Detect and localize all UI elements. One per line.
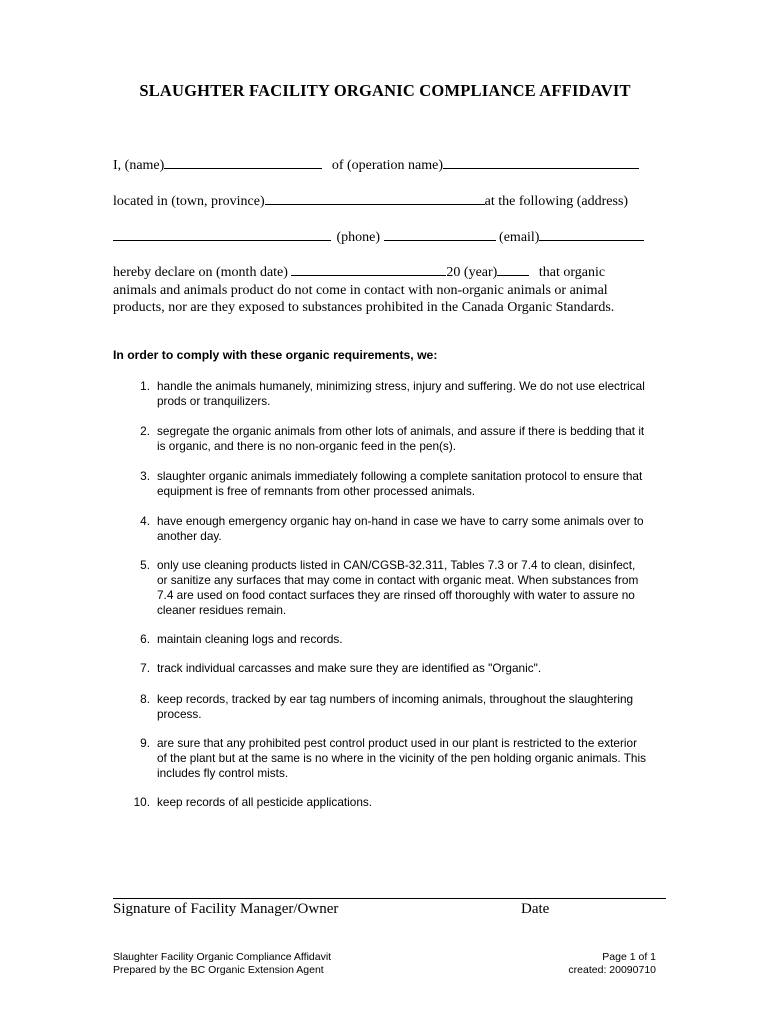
document-title: SLAUGHTER FACILITY ORGANIC COMPLIANCE AFFIDAVIT bbox=[139, 81, 631, 100]
footer-created-date: created: 20090710 bbox=[568, 964, 656, 976]
item-text: maintain cleaning logs and records. bbox=[157, 632, 343, 646]
signature-line[interactable] bbox=[113, 898, 666, 899]
declaration-line-1 bbox=[113, 264, 653, 282]
item-text: only use cleaning products listed in CAN/CGSB-32.311, Tables 7.3 or 7.4 to clean, disinfect, or sanitize any surfaces that may come in contact with organic meat. When substances from 7.4 are used on food contact surfaces they are rinsed off thoroughly with water to assure no cleaner residues remain. bbox=[157, 558, 639, 617]
operation-label: of (operation name) bbox=[331, 158, 443, 173]
item-text: keep records, tracked by ear tag numbers of incoming animals, throughout the slaughtering process. bbox=[157, 692, 634, 721]
item-text: have enough emergency organic hay on-hand in case we have to carry some animals over to another day. bbox=[157, 514, 644, 543]
item-text: segregate the organic animals from other lots of animals, and assure if there is bedding that it is organic, and there is no non-organic feed in the pen(s). bbox=[157, 424, 645, 453]
location-line bbox=[113, 194, 649, 210]
month-date-blank[interactable] bbox=[291, 274, 446, 276]
item-number: 2. bbox=[140, 424, 150, 438]
email-label: (email) bbox=[499, 230, 540, 245]
phone-label: (phone) bbox=[336, 230, 381, 245]
item-number: 3. bbox=[140, 469, 150, 483]
item-text: slaughter organic animals immediately following a complete sanitation protocol to ensure that equipment is free of remnants from other processed animals. bbox=[157, 469, 643, 498]
operation-name-blank[interactable] bbox=[443, 167, 639, 169]
item-number: 4. bbox=[140, 514, 150, 528]
footer-left bbox=[113, 951, 331, 977]
date-label: Date bbox=[521, 901, 550, 917]
declaration-tail: that organic bbox=[538, 265, 606, 280]
location-label: located in (town, province) bbox=[113, 194, 265, 209]
item-number: 5. bbox=[140, 558, 150, 572]
item-number: 10. bbox=[133, 795, 150, 809]
declare-label: hereby declare on (month date) bbox=[113, 265, 288, 280]
declaration-line-3: products, nor are they exposed to substances prohibited in the Canada Organic Standards. bbox=[113, 300, 615, 315]
name-blank[interactable] bbox=[164, 167, 322, 169]
year-label: 20 (year) bbox=[446, 265, 498, 280]
signature-label: Signature of Facility Manager/Owner bbox=[113, 901, 339, 917]
requirements-intro: In order to comply with these organic requirements, we: bbox=[113, 348, 438, 362]
footer-right bbox=[450, 951, 656, 977]
address-blank[interactable] bbox=[113, 239, 331, 241]
item-number: 8. bbox=[140, 692, 150, 706]
declaration-line-2: animals and animals product do not come in contact with non-organic animals or animal bbox=[113, 282, 608, 298]
item-number: 7. bbox=[140, 661, 150, 675]
footer-page-number: Page 1 of 1 bbox=[602, 951, 656, 963]
declaration-paragraph bbox=[113, 264, 653, 317]
footer-prepared-by: Prepared by the BC Organic Extension Agent bbox=[113, 964, 324, 976]
contact-line bbox=[113, 230, 649, 246]
item-number: 9. bbox=[140, 736, 150, 750]
item-text: keep records of all pesticide applications. bbox=[157, 795, 373, 809]
item-text: are sure that any prohibited pest control product used in our plant is restricted to the exterior of the plant but at the same is no where in the vicinity of the pen holding organic animals. This includes fly control mists. bbox=[157, 736, 646, 780]
phone-blank[interactable] bbox=[384, 239, 496, 241]
name-operation-line bbox=[113, 158, 649, 174]
email-blank[interactable] bbox=[539, 239, 644, 241]
name-label: I, (name) bbox=[113, 158, 165, 173]
year-blank[interactable] bbox=[497, 274, 529, 276]
item-number: 1. bbox=[140, 379, 150, 393]
footer-doc-name: Slaughter Facility Organic Compliance Affidavit bbox=[113, 951, 332, 963]
item-number: 6. bbox=[140, 632, 150, 646]
item-text: track individual carcasses and make sure they are identified as "Organic". bbox=[157, 661, 542, 675]
item-text: handle the animals humanely, minimizing stress, injury and suffering. We do not use electrical prods or tranquilizers. bbox=[157, 379, 645, 408]
address-label: at the following (address) bbox=[484, 194, 629, 209]
location-blank[interactable] bbox=[265, 203, 485, 205]
